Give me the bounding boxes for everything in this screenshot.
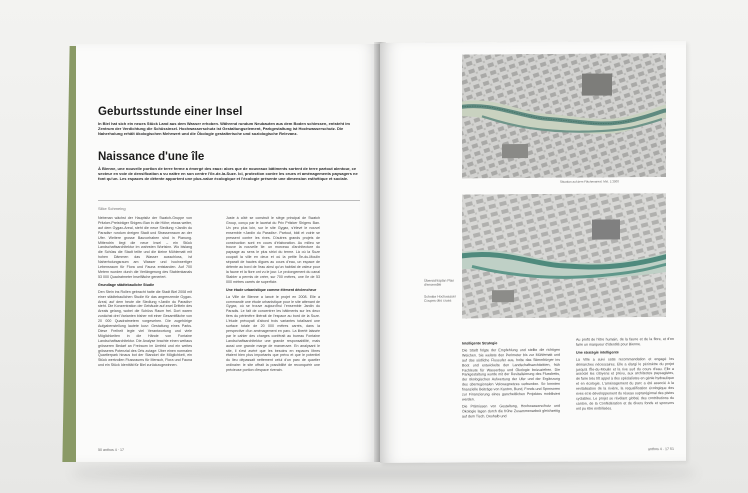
subheading: Une étude urbanistique comme élément déclencheur bbox=[226, 287, 317, 292]
aerial-plan-image bbox=[462, 53, 666, 178]
paragraph: La Ville a suivi cette recommandation et engagé les démarches nécessaires. Elle a élargi le périmètre du projet jusqu'à l'Île-du-Moulin et la rive sud du cours d'eau. Elle a associé les citoyens et prévu, aux architectes paysagistes, de faire très tôt appel à des spécialistes en génie hydraulique et en écologie. L'aménagement du parc a été associé à la revitalisation de la rivière, la requalification écologique des rives et le développement du réseau suprarégional des pistes cyclables. Le projet se révélant global, des contributions du canton, de la Confédération et de divers fonds et sponsors ont pu être mobilisées. bbox=[576, 356, 674, 411]
subheading: Une stratégie intelligente bbox=[576, 350, 619, 355]
paragraph: Juste à côté se construit le siège principal de Swatch Group, conçu par le lauréat du Prix Pritzker Shigeru Ban. Un peu plus loin, sur le site Gygax, s'élevé le nouvel ensemble «Jardin du Paradis». Partout, bâti et voirie se pressent contre les rives. D'autres grands projets de construction sont en cours d'élaboration. Au milieu se trouve la nouvelle île: un morceau d'architecture du paysage au sens le plus strict du terme. Là où la Suze coupait la ville en deux et où la petite Île-du-Moulin séparait de hautes digues au cours d'eau, un espace de détente au bord de l'eau ainsi qu'un habitat de valeur pour la faune et la flore ont vu le jour. Le prolongement du canal Stabler a permis de créer, sur 700 mètres, une île de 53 000 mètres carrés de superficie. bbox=[226, 216, 320, 284]
heading-german: Geburtsstunde einer Insel bbox=[98, 106, 243, 118]
aerial-section-graphic bbox=[462, 193, 666, 318]
aerial-plan-graphic bbox=[462, 53, 666, 178]
caption-top-map: Situation auf dem Flächenareal. Mst. 1:3500 bbox=[560, 179, 619, 184]
caption-plan: Übersichtsplan Plan d'ensemble bbox=[424, 278, 455, 288]
author-byline: Silke Schmeing bbox=[98, 206, 126, 211]
subheading: Intelligente Strategie bbox=[462, 341, 498, 346]
magazine-shadow bbox=[74, 466, 694, 480]
divider bbox=[98, 200, 360, 201]
lead-german: In Biel hat sich ein neues Stück Land aus dem Wasser erhoben. Während rundum Neubauten aus dem Boden schiessen, entsteht im Zentrum der Verdichtung die Schüssinsel. Hochwasserschutz ist Gestaltungselement, Parkgestaltung ist Hochwasserschutz. Die Naherholung erhält ökologischen Mehrwert und die Ökologie gestalterische und soziologische Relevanz. bbox=[98, 121, 350, 137]
caption-sections: Schnitte Hochwasser Coupes des crues bbox=[424, 294, 456, 304]
body-column-german-right bbox=[462, 338, 560, 421]
paragraph: La Ville de Bienne a lancé le projet en 2008. Elle a commandé une étude urbanistique pour le site attenant de Gygax, où se trouve aujourd'hui l'ensemble Jardin du Paradis. Le fait de concentrer les bâtiments sur les deux tiers du périmètre libérait de l'espace au bord de la Suze. L'étude prévoyait d'abord trois variantes totalisant une surface totale de 20 000 mètres carrés, dans la perspective d'un aménagement en parc. La liberté laissée par le cahier des charges conférait au bureau Fontaine Landschaftsarchitektur une grande responsabilité, mais aussi une grande marge de manœuvre. En analysant le site, il s'est avéré que les besoins en espaces libres étaient bien plus importants que prévu et que le potentiel du lieu dépassait nettement celui d'un parc de quartier ordinaire: le site offrait la possibilité de reconquérir une précieuse portion d'espace riverain. bbox=[226, 294, 320, 373]
paragraph: Au profit de l'être humain, de la faune et de la flore, et d'en faire un marqueur d'identité pour Bienne. bbox=[576, 337, 674, 347]
paragraph: Die Stadt folgte der Empfehlung und stellte die richtigen Weichen. Sie weitete den Perimeter bis zur Mühlematt und auf das südliche Flussufer aus, holte das Stimmbürger ins Boot und entwickelte den Landschaftsarchitekten, früh Fachleute für Wasserbau und Ökologie beizuziehen. Die Parkgestaltung wurde mit der Revitalisierung des Flussbetts, der ökologischen Aufwertung der Ufer und der Ergänzung des überregionalen Velowegnetzes verbunden. So konnten finanzielle Beiträge von Kanton, Bund, Fonds und Sponsoren zur Finanzierung eines ganzheitlichen Projektes mobilisiert werden. bbox=[462, 347, 560, 402]
aerial-section-image bbox=[462, 193, 666, 318]
subheading: Grundlage städtebauliche Studie bbox=[98, 282, 155, 287]
right-page bbox=[380, 41, 686, 463]
paragraph: Den Stein ins Rollen gebracht hatte die Stadt Biel 2008 mit einer städtebaulichen Studie für das angrenzende Gygax-Areal, auf dem heute die Siedlung «Jardin du Paradis» steht. Die Konzentration der Gebäude auf zwei Dritteln des Areals gelang, wobei die Schüss Raum frei. Dort waren zunächst drei Varianten bisher mit einer Gesamtfläche von 20 000 Quadratmetern vorgesehen. Die zugehörige Aufgabenstellung lautete kurz: Gestaltung eines Parks. Diese Freiheit legte viel Verantwortung und viele Möglichkeiten in die Hände von Fontaine Landschaftsarchitektur. Die Analyse brachte einen weitaus grösseren Bedarf an Freiraum im Umfeld und ein weites grösseres Potenzial des Orts zutage: Über einen normalen Quartierpark hinaus bot der Standort die Möglichkeit, ein Stück wertvollen Flussraums für Mensch, Flora und Fauna und ein Stück Identität für Biel zurückzugewinnen. bbox=[98, 289, 192, 368]
lead-french: À Bienne, une nouvelle portion de terre ferme a émergé des eaux: alors que de nouveaux bâtiments sortent de terre partout alentour, ce secteur en voie de densification a vu naître en son centre l'île-de-la-Suze. Ici, protection contre les crues et aménagements paysagers ne font qu'un. Les espaces de détente apportent une plus-value écologique et l'écologie présente une dimension esthétique et sociale. bbox=[98, 166, 358, 182]
body-column-french-right bbox=[576, 337, 674, 413]
paragraph: Nebenan wächst der Hauptsitz der Swatch-Gruppe von Pritzker-Preisträger Shigeru Ban in die Höhe; etwas weiter, auf dem Gygax-Areal, steht die neue Siedlung «Jardin du Paradis» rundum dreigen Stadt und Strassenraum an der Ufer. Weitere grosse Bauvorhaben sind in Planung. Mittendrin liegt die neue Insel – ein Stück Landschaftsarchitektur im wahrsten Wortsinn. Wo bislang die Schüss die Stadt teilte und die kleine Mühlematt mit hohen Dämmen das Wasser ausschloss, ist Naherholungsraum am Wasser und hochwertiger Lebensraum für Flora und Fauna entstanden. Auf 700 Metern wurden durch die Verlängerung des Stablenkanals 53 000 Quadratmeter Inselfläche generiert. bbox=[98, 216, 192, 279]
page-folio-right: anthos 4 · 17 51 bbox=[648, 447, 674, 452]
body-column-german bbox=[98, 216, 192, 370]
heading-french: Naissance d'une île bbox=[98, 151, 205, 163]
left-page bbox=[76, 44, 380, 462]
page-folio-left: 50 anthos 4 · 17 bbox=[98, 448, 124, 452]
paragraph: Die Prämissen von Gestaltung, Hochwasserschutz und Ökologie lagen durch die frühe Zusammenarbeit gleichzeitig auf dem Tisch. Deshalb und bbox=[462, 403, 560, 419]
body-column-french bbox=[226, 216, 320, 375]
